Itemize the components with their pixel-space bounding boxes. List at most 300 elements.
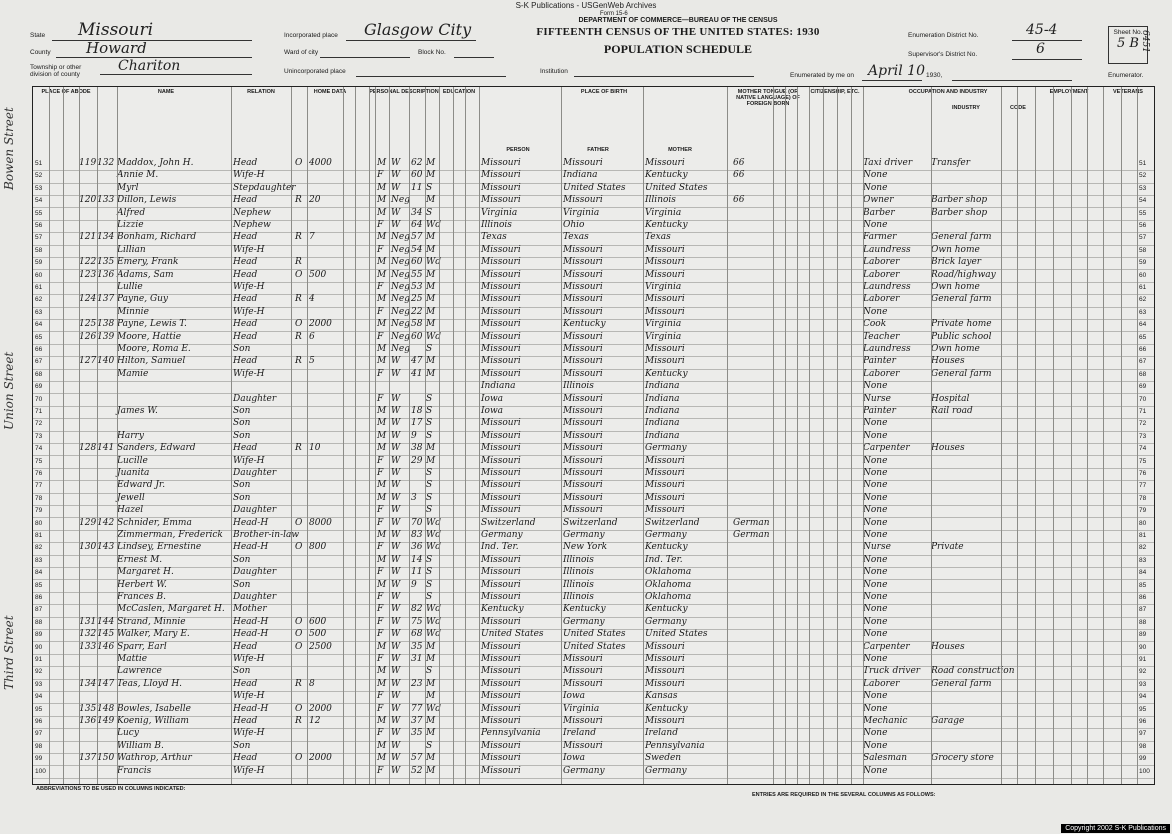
sex: M <box>377 257 387 268</box>
occupation: Painter <box>863 406 896 416</box>
sex: F <box>377 244 384 255</box>
race: Neg <box>391 232 410 243</box>
relation: Wife-H <box>233 170 265 181</box>
birthplace-person: Missouri <box>481 592 521 602</box>
birthplace-mother: Switzerland <box>645 517 700 528</box>
mother-tongue: 66 <box>733 158 745 168</box>
line-number-right: 94 <box>1139 693 1147 701</box>
marital-status: S <box>426 567 433 578</box>
township-line <box>100 74 252 75</box>
occupation: None <box>863 530 888 540</box>
group-birth: PLACE OF BIRTH <box>580 89 628 95</box>
birthplace-mother: Ind. Ter. <box>645 554 683 565</box>
home-value: 2000 <box>309 753 332 764</box>
birthplace-person: Pennsylvania <box>481 728 541 739</box>
relation: Head <box>233 716 258 726</box>
birthplace-mother: Missouri <box>645 455 685 466</box>
person-name: Lizzie <box>117 220 144 230</box>
age: 47 <box>411 356 423 367</box>
birthplace-mother: United States <box>645 182 708 193</box>
marital-status: S <box>426 393 433 404</box>
county-label: County <box>30 49 51 56</box>
birthplace-person: Missouri <box>481 356 521 367</box>
line-number-right: 80 <box>1139 519 1147 527</box>
supervisor-label: Supervisor's District No. <box>908 51 978 58</box>
line-number: 94 <box>35 693 43 701</box>
occupation: Nurse <box>863 393 891 404</box>
line-number-right: 89 <box>1139 631 1147 639</box>
marital-status: Wd <box>426 604 442 615</box>
relation: Wife-H <box>233 728 265 739</box>
sex: F <box>377 306 384 317</box>
person-name: Bonham, Richard <box>117 232 197 243</box>
marital-status: Wd <box>426 542 442 553</box>
occupation: Mechanic <box>863 716 908 726</box>
schedule-title: POPULATION SCHEDULE <box>603 42 753 56</box>
age: 70 <box>411 517 423 528</box>
marital-status: M <box>426 269 436 280</box>
race: W <box>391 616 401 627</box>
line-number: 92 <box>35 668 43 676</box>
birthplace-person: Missouri <box>481 641 521 652</box>
sex: F <box>377 468 384 478</box>
mother-tongue: 66 <box>733 170 745 181</box>
relation: Son <box>233 480 251 491</box>
occupation: None <box>863 604 888 615</box>
relation: Brother-in-law <box>233 530 300 540</box>
sex: M <box>377 641 387 652</box>
birthplace-person: Missouri <box>481 331 521 342</box>
column-rule <box>931 87 932 784</box>
line-number: 88 <box>35 618 43 626</box>
home-value: 600 <box>309 616 327 627</box>
birthplace-father: Missouri <box>563 282 603 292</box>
column-rule <box>727 87 728 784</box>
sex: F <box>377 654 384 664</box>
age: 37 <box>411 716 423 726</box>
race: W <box>391 492 401 503</box>
home-tenure: R <box>295 678 302 689</box>
birthplace-father: Missouri <box>563 393 603 404</box>
birthplace-father: Missouri <box>563 257 603 268</box>
place-line <box>346 40 476 41</box>
industry: Private <box>931 542 964 553</box>
person-name: Mattie <box>117 654 148 664</box>
marital-status: S <box>426 182 433 193</box>
home-tenure: O <box>295 629 303 640</box>
age: 57 <box>411 232 423 243</box>
birthplace-father: Missouri <box>563 492 603 503</box>
race: W <box>391 542 401 553</box>
marital-status: M <box>426 678 436 689</box>
age: 11 <box>411 567 423 578</box>
person-name: Lillian <box>117 244 146 255</box>
marital-status: M <box>426 282 436 292</box>
person-name: Teas, Lloyd H. <box>117 678 183 689</box>
race: Neg <box>391 257 410 268</box>
industry: Houses <box>931 443 965 454</box>
birthplace-father: Illinois <box>563 381 594 392</box>
birthplace-father: Missouri <box>563 455 603 466</box>
relation: Head-H <box>233 703 269 714</box>
township-value: Chariton <box>118 58 181 74</box>
line-number: 78 <box>35 494 43 502</box>
home-tenure: R <box>295 294 302 305</box>
sex: F <box>377 604 384 615</box>
age: 68 <box>411 629 423 640</box>
line-number: 93 <box>35 680 43 688</box>
birthplace-mother: Sweden <box>645 753 682 764</box>
birthplace-father: Missouri <box>563 418 603 429</box>
birthplace-person: Missouri <box>481 753 521 764</box>
birthplace-mother: Missouri <box>645 654 685 664</box>
line-number-right: 87 <box>1139 606 1147 614</box>
sex: F <box>377 592 384 602</box>
sex: M <box>377 158 387 168</box>
birthplace-person: Missouri <box>481 554 521 565</box>
person-name: James W. <box>117 406 158 416</box>
occupation: None <box>863 468 888 478</box>
industry: Road/highway <box>931 269 996 280</box>
column-rule <box>797 87 798 784</box>
occupation: Truck driver <box>863 666 921 677</box>
line-number: 76 <box>35 470 43 477</box>
marital-status: M <box>426 232 436 243</box>
form-number: Form 15-6 <box>600 11 628 17</box>
race: W <box>391 579 401 590</box>
home-tenure: R <box>295 232 302 243</box>
birthplace-father: Texas <box>563 232 589 243</box>
birthplace-person: Missouri <box>481 468 521 478</box>
group-tongue: MOTHER TONGUE (OR NATIVE LANGUAGE) OF FOREIGN BORN <box>736 89 800 107</box>
birthplace-person: Missouri <box>481 740 521 751</box>
line-number: 53 <box>35 184 43 192</box>
birthplace-mother: Indiana <box>645 418 680 429</box>
line-number: 59 <box>35 259 43 267</box>
occupation: Farmer <box>863 232 897 243</box>
census-title: FIFTEENTH CENSUS OF THE UNITED STATES: 1930 <box>536 26 820 38</box>
relation: Son <box>233 492 251 503</box>
birthplace-father: Switzerland <box>563 517 618 528</box>
birthplace-mother: Indiana <box>645 430 680 441</box>
relation: Stepdaughter <box>233 182 296 193</box>
marital-status: M <box>426 319 436 330</box>
dwelling-number: 129 <box>79 517 97 528</box>
birthplace-person: Missouri <box>481 418 521 429</box>
line-number-right: 70 <box>1139 395 1147 403</box>
line-number: 74 <box>35 445 43 453</box>
sex: F <box>377 542 384 553</box>
race: W <box>391 567 401 578</box>
birthplace-mother: Oklahoma <box>645 579 692 590</box>
line-number: 73 <box>35 432 43 440</box>
race: W <box>391 430 401 441</box>
group-home-data: HOME DATA <box>313 89 347 95</box>
race: W <box>391 716 401 726</box>
race: W <box>391 753 401 764</box>
birthplace-father: Kentucky <box>563 319 606 330</box>
age: 3 <box>411 492 417 503</box>
mother-tongue: German <box>733 517 770 528</box>
marital-status: S <box>426 468 433 478</box>
birthplace-mother: Missouri <box>645 269 685 280</box>
marital-status: S <box>426 592 433 602</box>
birthplace-person: Missouri <box>481 616 521 627</box>
home-value: 500 <box>309 629 327 640</box>
family-number: 143 <box>97 542 115 553</box>
birthplace-father: United States <box>563 182 626 193</box>
race: W <box>391 654 401 664</box>
relation: Head <box>233 294 258 305</box>
birthplace-father: Missouri <box>563 678 603 689</box>
sex: M <box>377 344 387 354</box>
sex: F <box>377 728 384 739</box>
relation: Son <box>233 740 251 751</box>
industry: Houses <box>931 356 965 367</box>
occupation: None <box>863 306 888 317</box>
home-tenure: O <box>295 616 303 627</box>
marital-status: M <box>426 368 436 379</box>
marital-status: M <box>426 654 436 664</box>
birthplace-person: Missouri <box>481 306 521 317</box>
line-number-right: 71 <box>1139 408 1147 415</box>
dwelling-number: 131 <box>79 616 97 627</box>
family-number: 141 <box>97 443 115 454</box>
person-name: Lindsey, Ernestine <box>117 542 202 553</box>
occupation: None <box>863 170 888 181</box>
occupation: None <box>863 579 888 590</box>
line-number: 98 <box>35 742 43 750</box>
marital-status: M <box>426 455 436 466</box>
sex: M <box>377 666 387 677</box>
person-name: Maddox, John H. <box>117 158 194 168</box>
race: W <box>391 220 401 230</box>
line-number-right: 62 <box>1139 296 1147 304</box>
person-name: Payne, Lewis T. <box>117 319 187 330</box>
age: 29 <box>411 455 423 466</box>
birthplace-person: Indiana <box>481 381 516 392</box>
birthplace-person: Missouri <box>481 269 521 280</box>
birthplace-mother: Missouri <box>645 505 685 516</box>
birthplace-person: Missouri <box>481 716 521 726</box>
relation: Mother <box>233 604 267 615</box>
race: W <box>391 554 401 565</box>
age: 60 <box>411 331 423 342</box>
age: 36 <box>411 542 423 553</box>
column-rule <box>643 87 644 784</box>
industry: General farm <box>931 232 992 243</box>
col-code: CODE <box>1010 105 1026 111</box>
sex: M <box>377 182 387 193</box>
occupation: Painter <box>863 356 896 367</box>
occupation: None <box>863 765 888 776</box>
footer-abbrev: ABBREVIATIONS TO BE USED IN COLUMNS INDICATED: <box>36 786 186 792</box>
birthplace-father: Missouri <box>563 666 603 677</box>
line-number: 66 <box>35 346 43 353</box>
sex: M <box>377 740 387 751</box>
home-value: 2500 <box>309 641 332 652</box>
birthplace-person: Missouri <box>481 678 521 689</box>
line-number: 52 <box>35 172 43 180</box>
birthplace-father: Illinois <box>563 579 594 590</box>
birthplace-mother: Missouri <box>645 158 685 168</box>
relation: Nephew <box>233 207 271 218</box>
relation: Head <box>233 158 258 168</box>
birthplace-mother: Missouri <box>645 244 685 255</box>
relation: Head-H <box>233 517 269 528</box>
age: 62 <box>411 158 423 168</box>
line-number: 96 <box>35 718 43 725</box>
birthplace-person: Missouri <box>481 505 521 516</box>
column-rule <box>355 87 356 784</box>
home-tenure: O <box>295 319 303 330</box>
marital-status: Wd <box>426 220 442 230</box>
line-number-right: 52 <box>1139 172 1147 180</box>
line-number-right: 58 <box>1139 246 1147 254</box>
township-label: Township or other division of county <box>30 64 82 78</box>
column-rule <box>79 87 80 784</box>
marital-status: Wd <box>426 530 442 540</box>
line-number: 97 <box>35 730 43 738</box>
family-number: 150 <box>97 753 115 764</box>
occupation: Barber <box>863 207 895 218</box>
birthplace-mother: Indiana <box>645 393 680 404</box>
occupation: Owner <box>863 195 894 206</box>
occupation: None <box>863 418 888 429</box>
dwelling-number: 120 <box>79 195 97 206</box>
line-number: 71 <box>35 408 43 415</box>
line-number: 63 <box>35 308 43 316</box>
line-number: 81 <box>35 532 43 539</box>
footer-entries: ENTRIES ARE REQUIRED IN THE SEVERAL COLUMNS AS FOLLOWS: <box>752 792 936 798</box>
relation: Son <box>233 554 251 565</box>
relation: Son <box>233 406 251 416</box>
home-value: 4000 <box>309 158 332 168</box>
occupation: None <box>863 492 888 503</box>
line-number: 86 <box>35 594 43 601</box>
column-rule <box>453 87 454 784</box>
sex: F <box>377 691 384 702</box>
relation: Wife-H <box>233 765 265 776</box>
line-number: 95 <box>35 705 43 713</box>
person-name: Juanita <box>117 468 150 478</box>
birthplace-mother: Missouri <box>645 641 685 652</box>
county-value: Howard <box>86 39 147 57</box>
birthplace-mother: Missouri <box>645 492 685 503</box>
marital-status: Wd <box>426 331 442 342</box>
group-veterans: VETERANS <box>1113 89 1143 95</box>
birthplace-father: Iowa <box>563 753 586 764</box>
birthplace-person: Missouri <box>481 480 521 491</box>
family-number: 137 <box>97 294 115 305</box>
unincorporated-line <box>356 76 506 77</box>
line-number: 55 <box>35 209 43 217</box>
person-name: Moore, Roma E. <box>117 344 191 354</box>
home-tenure: O <box>295 158 303 168</box>
line-number-right: 96 <box>1139 718 1147 725</box>
relation: Head <box>233 269 258 280</box>
column-rule <box>1001 87 1002 784</box>
marital-status: M <box>426 195 436 206</box>
industry: Grocery store <box>931 753 994 764</box>
birthplace-father: Germany <box>563 765 605 776</box>
age: 60 <box>411 170 423 181</box>
home-tenure: R <box>295 195 302 206</box>
sex: F <box>377 616 384 627</box>
age: 11 <box>411 182 423 193</box>
race: W <box>391 356 401 367</box>
line-number-right: 91 <box>1139 656 1147 663</box>
home-value: 800 <box>309 542 327 553</box>
person-name: Strand, Minnie <box>117 616 186 627</box>
relation: Head <box>233 356 258 367</box>
line-number: 85 <box>35 581 43 589</box>
sex: F <box>377 331 384 342</box>
relation: Head <box>233 753 258 764</box>
race: W <box>391 468 401 478</box>
birthplace-father: Missouri <box>563 356 603 367</box>
col-father: FATHER <box>587 147 609 153</box>
home-tenure: O <box>295 753 303 764</box>
birthplace-father: Missouri <box>563 406 603 416</box>
marital-status: S <box>426 480 433 491</box>
industry: Own home <box>931 244 980 255</box>
occupation: None <box>863 381 888 392</box>
col-mother: MOTHER <box>668 147 692 153</box>
race: W <box>391 418 401 429</box>
line-number-right: 59 <box>1139 259 1147 267</box>
street-note-third: Third Street <box>2 615 16 690</box>
marital-status: M <box>426 443 436 454</box>
relation: Daughter <box>233 592 277 602</box>
line-number-right: 88 <box>1139 618 1147 626</box>
relation: Daughter <box>233 567 277 578</box>
sex: M <box>377 530 387 540</box>
dwelling-number: 135 <box>79 703 97 714</box>
sex: M <box>377 232 387 243</box>
column-rule <box>439 87 440 784</box>
birthplace-mother: Missouri <box>645 666 685 677</box>
marital-status: M <box>426 716 436 726</box>
birthplace-father: Missouri <box>563 158 603 168</box>
occupation: None <box>863 616 888 627</box>
dwelling-number: 124 <box>79 294 97 305</box>
occupation: None <box>863 505 888 516</box>
home-tenure: O <box>295 703 303 714</box>
column-rule <box>1053 87 1054 784</box>
enumerated-line <box>862 80 922 81</box>
line-number-right: 99 <box>1139 755 1147 763</box>
birthplace-father: Missouri <box>563 244 603 255</box>
line-number-right: 63 <box>1139 308 1147 316</box>
occupation: Laborer <box>863 678 900 689</box>
home-tenure: O <box>295 641 303 652</box>
sex: M <box>377 492 387 503</box>
race: W <box>391 666 401 677</box>
birthplace-mother: Missouri <box>645 294 685 305</box>
column-rule <box>1121 87 1122 784</box>
person-name: Payne, Guy <box>117 294 169 305</box>
birthplace-person: Missouri <box>481 294 521 305</box>
line-number-right: 73 <box>1139 432 1147 440</box>
marital-status: M <box>426 244 436 255</box>
line-number: 87 <box>35 606 43 614</box>
birthplace-mother: Missouri <box>645 306 685 317</box>
marital-status: M <box>426 728 436 739</box>
column-rule <box>425 87 426 784</box>
birthplace-person: Missouri <box>481 455 521 466</box>
race: W <box>391 703 401 714</box>
